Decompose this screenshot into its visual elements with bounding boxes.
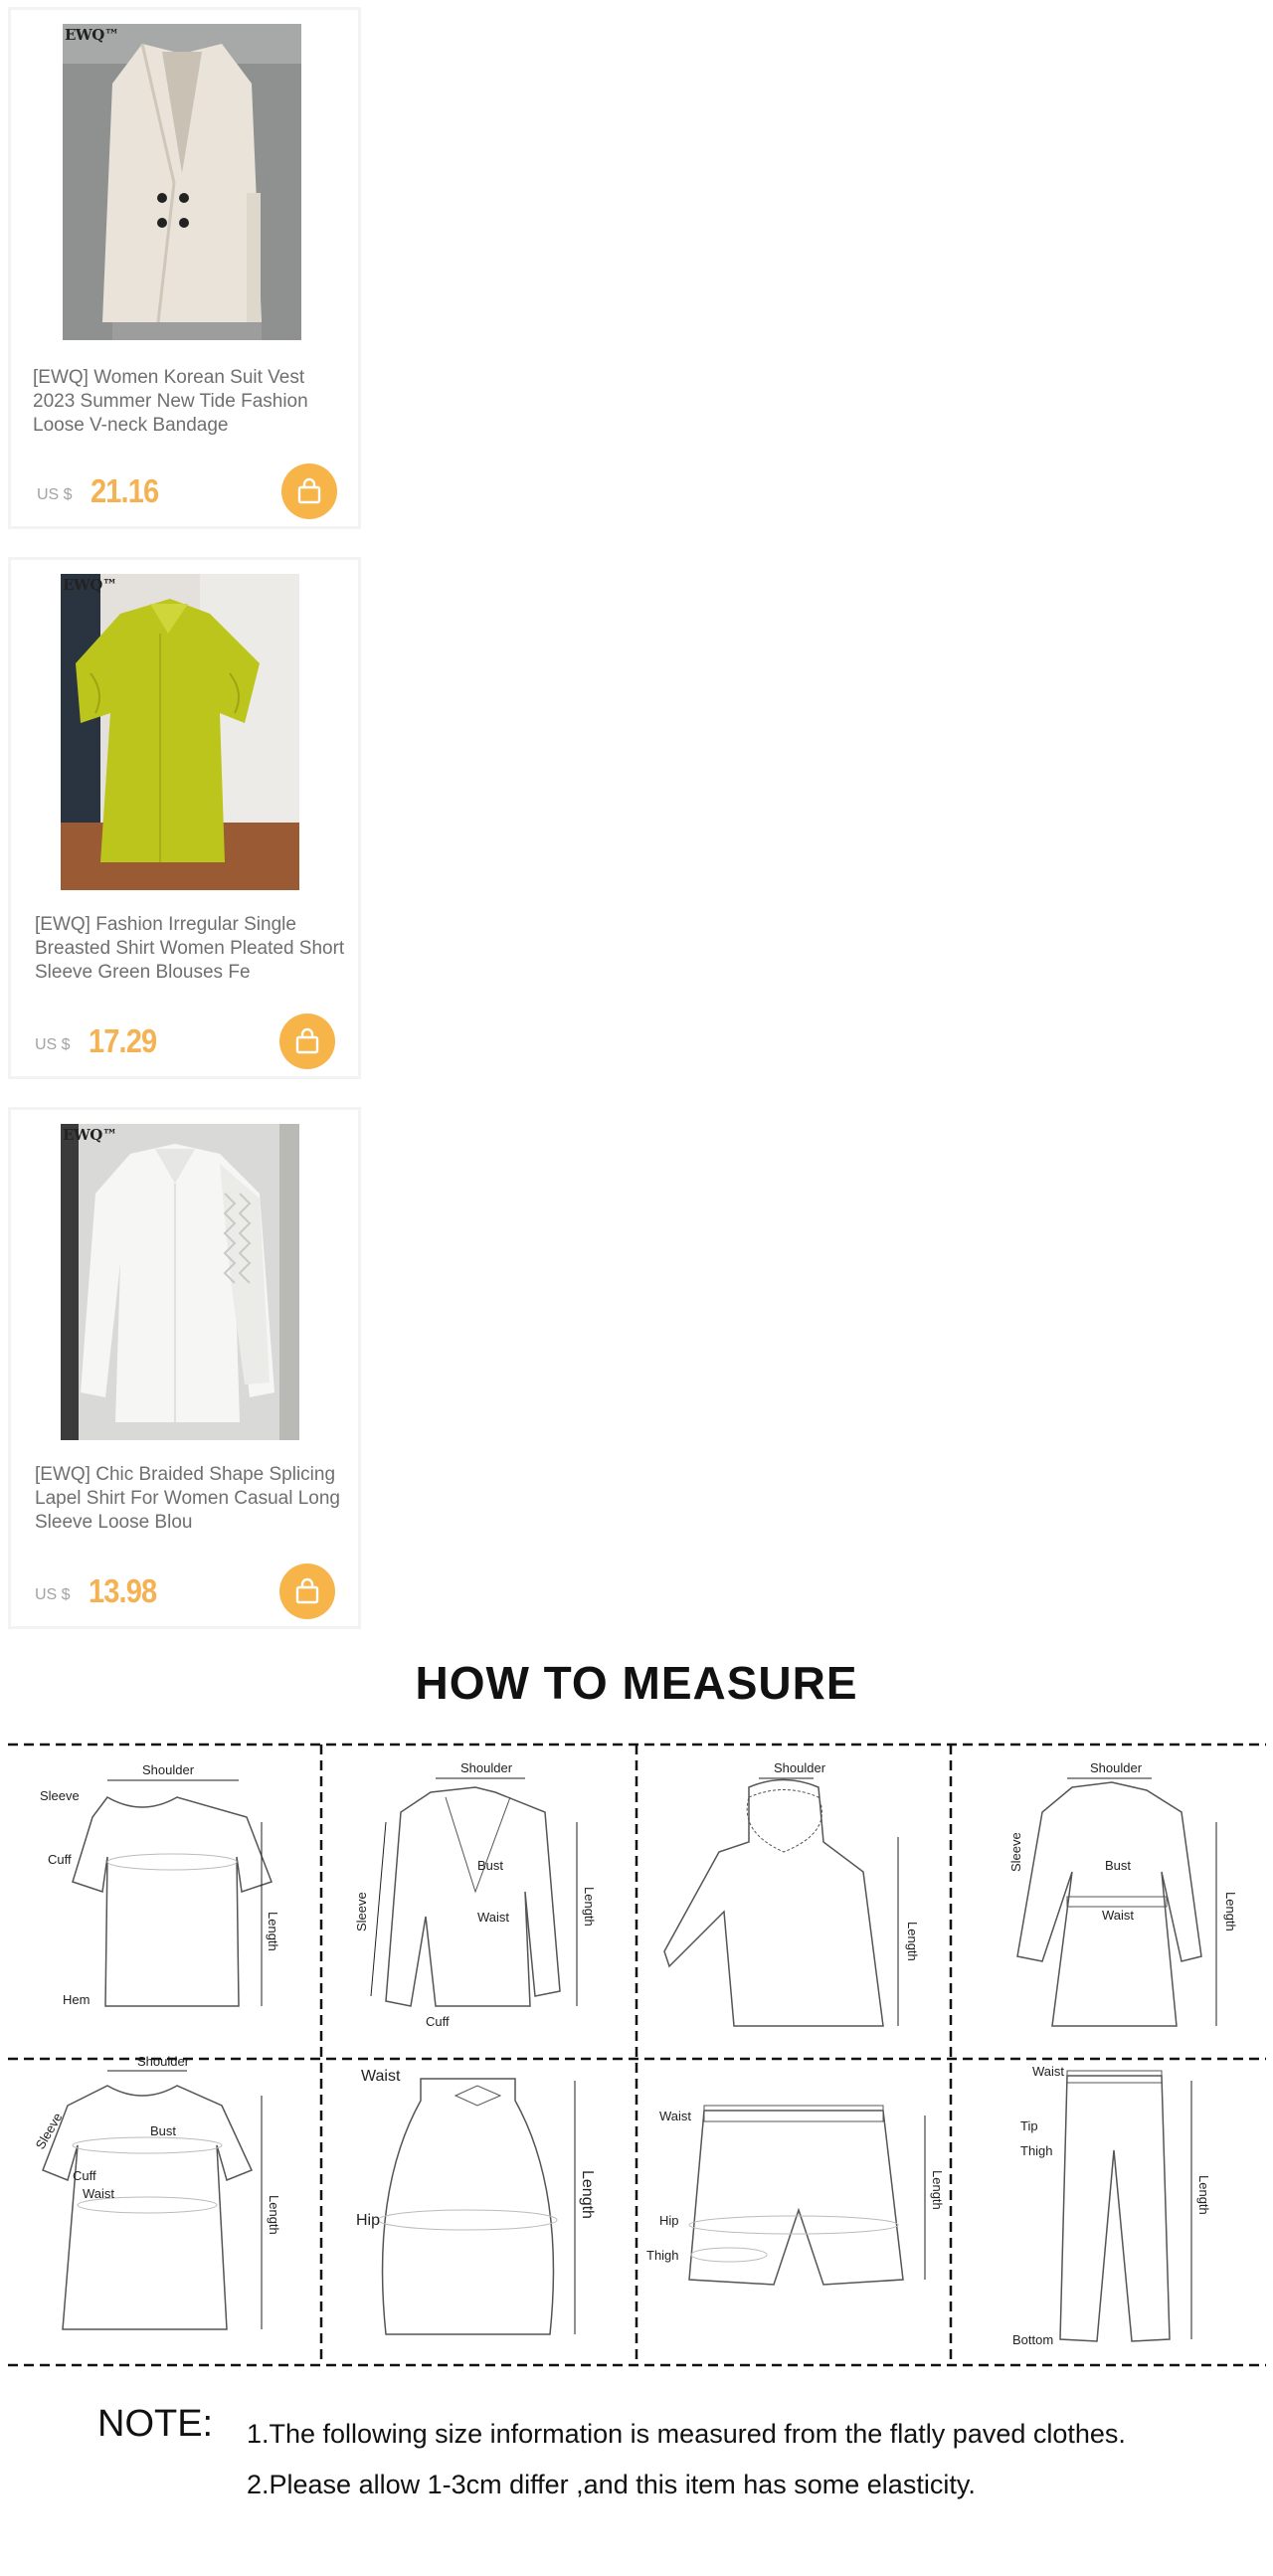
shopping-bag-icon <box>294 476 324 506</box>
label-hip: Hip <box>356 2212 381 2229</box>
label-shoulder: Shoulder <box>774 1760 826 1775</box>
label-length: Length <box>267 2195 281 2235</box>
label-length: Length <box>905 1922 920 1961</box>
label-waist: Waist <box>361 2068 401 2085</box>
product-title[interactable]: [EWQ] Women Korean Suit Vest 2023 Summer New Tide Fashion Loose V-neck Bandage <box>33 367 308 436</box>
label-hem: Hem <box>63 1992 91 2007</box>
add-to-cart-button[interactable] <box>279 1564 335 1619</box>
label-sleeve: Sleeve <box>354 1892 369 1932</box>
label-thigh: Thigh <box>646 2248 679 2263</box>
label-cuff: Cuff <box>426 2014 450 2029</box>
label-sleeve: Sleeve <box>32 2110 66 2152</box>
label-hip: Hip <box>659 2213 679 2228</box>
label-length: Length <box>1223 1892 1238 1932</box>
product-card[interactable] <box>8 557 361 1079</box>
label-length: Length <box>1196 2175 1211 2215</box>
shopping-bag-icon <box>292 1576 322 1606</box>
currency-label: US $ <box>35 1586 71 1603</box>
product-image[interactable] <box>63 24 301 340</box>
product-price: 17.29 <box>89 1022 157 1059</box>
label-length: Length <box>266 1912 280 1951</box>
note-label: NOTE: <box>97 2403 214 2445</box>
dress-diagram <box>33 2054 281 2329</box>
product-image[interactable] <box>61 574 299 890</box>
brand-logo: EWQ™ <box>63 1126 117 1144</box>
product-card[interactable] <box>8 7 361 529</box>
product-price: 21.16 <box>91 472 159 509</box>
label-bust: Bust <box>150 2123 177 2138</box>
add-to-cart-button[interactable] <box>281 463 337 519</box>
label-waist: Waist <box>83 2186 115 2201</box>
label-bust: Bust <box>1105 1858 1132 1873</box>
label-shoulder: Shoulder <box>142 1762 195 1777</box>
label-bust: Bust <box>477 1858 504 1873</box>
label-length: Length <box>582 1887 597 1927</box>
label-shoulder: Shoulder <box>137 2054 190 2069</box>
note-line-2: 2.Please allow 1-3cm differ ,and this item has some elasticity. <box>247 2470 976 2499</box>
trench-coat-diagram <box>1008 1760 1238 2026</box>
label-shoulder: Shoulder <box>1090 1760 1143 1775</box>
note-line-1: 1.The following size information is measured from the flatly paved clothes. <box>247 2419 1126 2449</box>
brand-logo: EWQ™ <box>63 576 117 594</box>
label-waist: Waist <box>1102 1908 1135 1923</box>
product-title[interactable]: [EWQ] Fashion Irregular Single Breasted Shirt Women Pleated Short Sleeve Green Blouses Fe <box>35 914 345 983</box>
add-to-cart-button[interactable] <box>279 1013 335 1069</box>
label-sleeve: Sleeve <box>1008 1832 1023 1872</box>
label-length: Length <box>579 2170 596 2219</box>
label-waist: Waist <box>659 2109 692 2123</box>
how-to-measure-title: HOW TO MEASURE <box>415 1657 858 1709</box>
tshirt-diagram <box>40 1762 280 2007</box>
label-tip: Tip <box>1020 2118 1038 2133</box>
label-sleeve: Sleeve <box>40 1788 80 1803</box>
product-card[interactable] <box>8 1107 361 1629</box>
measurement-guide <box>8 1743 1266 2367</box>
shorts-diagram <box>646 2106 945 2285</box>
blazer-diagram <box>354 1760 597 2029</box>
product-image[interactable] <box>61 1124 299 1440</box>
skirt-diagram <box>356 2068 596 2334</box>
hooded-coat-diagram <box>664 1760 920 2026</box>
currency-label: US $ <box>35 1036 71 1053</box>
brand-logo: EWQ™ <box>65 26 119 44</box>
label-thigh: Thigh <box>1020 2143 1053 2158</box>
label-cuff: Cuff <box>73 2168 96 2183</box>
label-length: Length <box>930 2170 945 2210</box>
label-waist: Waist <box>1032 2064 1065 2079</box>
label-bottom: Bottom <box>1012 2332 1054 2347</box>
currency-label: US $ <box>37 486 73 503</box>
label-cuff: Cuff <box>48 1852 72 1867</box>
label-shoulder: Shoulder <box>460 1760 513 1775</box>
pants-diagram <box>1012 2064 1211 2347</box>
shopping-bag-icon <box>292 1026 322 1056</box>
product-title[interactable]: [EWQ] Chic Braided Shape Splicing Lapel Shirt For Women Casual Long Sleeve Loose Blou <box>35 1464 340 1533</box>
product-price: 13.98 <box>89 1572 157 1609</box>
label-waist: Waist <box>477 1910 510 1925</box>
